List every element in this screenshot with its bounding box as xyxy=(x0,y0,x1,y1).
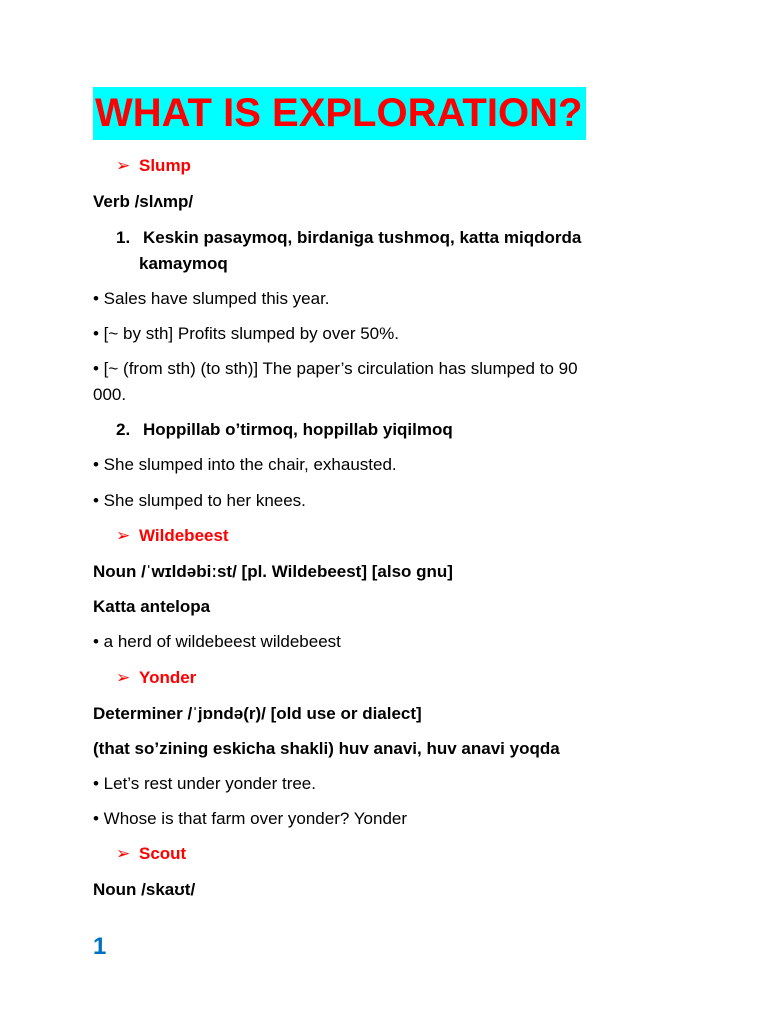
arrow-bullet-icon: ➢ xyxy=(116,526,131,545)
sense-text: Keskin pasaymoq, birdaniga tushmoq, katta miqdorda xyxy=(143,228,582,247)
arrow-bullet-icon: ➢ xyxy=(116,844,131,863)
sense-number: 2. xyxy=(116,420,131,439)
scout-pos: Noun /skaʊt/ xyxy=(93,880,196,899)
arrow-bullet-icon: ➢ xyxy=(116,668,131,687)
page-number: 1 xyxy=(93,933,107,960)
heading-slump-word: Slump xyxy=(139,156,191,175)
wildebeest-example-1: • a herd of wildebeest wildebeest xyxy=(93,632,341,651)
yonder-example-1: • Let’s rest under yonder tree. xyxy=(93,774,316,793)
heading-yonder-word: Yonder xyxy=(139,668,197,687)
wildebeest-pos: Noun /ˈwɪldəbiːst/ [pl. Wildebeest] [also gnu] xyxy=(93,562,453,581)
yonder-pos: Determiner /ˈjɒndə(r)/ [old use or dialect] xyxy=(93,704,422,723)
heading-wildebeest-word: Wildebeest xyxy=(139,526,229,545)
slump-pos: Verb /slʌmp/ xyxy=(93,192,194,211)
slump-example-2: • [~ by sth] Profits slumped by over 50%. xyxy=(93,324,399,343)
yonder-example-2: • Whose is that farm over yonder? Yonder xyxy=(93,809,408,828)
wildebeest-meaning: Katta antelopa xyxy=(93,597,211,616)
arrow-bullet-icon: ➢ xyxy=(116,156,131,175)
slump-example-4: • She slumped into the chair, exhausted. xyxy=(93,455,397,474)
slump-sense-1 xyxy=(116,225,581,251)
slump-sense-2 xyxy=(116,417,453,443)
sense-number: 1. xyxy=(116,228,131,247)
slump-example-3-cont: 000. xyxy=(93,385,127,404)
slump-example-3: • [~ (from sth) (to sth)] The paper’s circulation has slumped to 90 xyxy=(93,359,578,378)
slump-sense-1-cont: kamaymoq xyxy=(139,254,228,273)
heading-yonder xyxy=(116,665,196,691)
page-title: WHAT IS EXPLORATION? xyxy=(93,87,586,140)
heading-scout-word: Scout xyxy=(139,844,187,863)
slump-example-5: • She slumped to her knees. xyxy=(93,491,306,510)
sense-text: Hoppillab o’tirmoq, hoppillab yiqilmoq xyxy=(143,420,453,439)
heading-slump xyxy=(116,153,191,179)
heading-scout xyxy=(116,841,186,867)
heading-wildebeest xyxy=(116,523,229,549)
slump-example-1: • Sales have slumped this year. xyxy=(93,289,330,308)
yonder-meaning: (that so’zining eskicha shakli) huv anavi, huv anavi yoqda xyxy=(93,739,560,758)
